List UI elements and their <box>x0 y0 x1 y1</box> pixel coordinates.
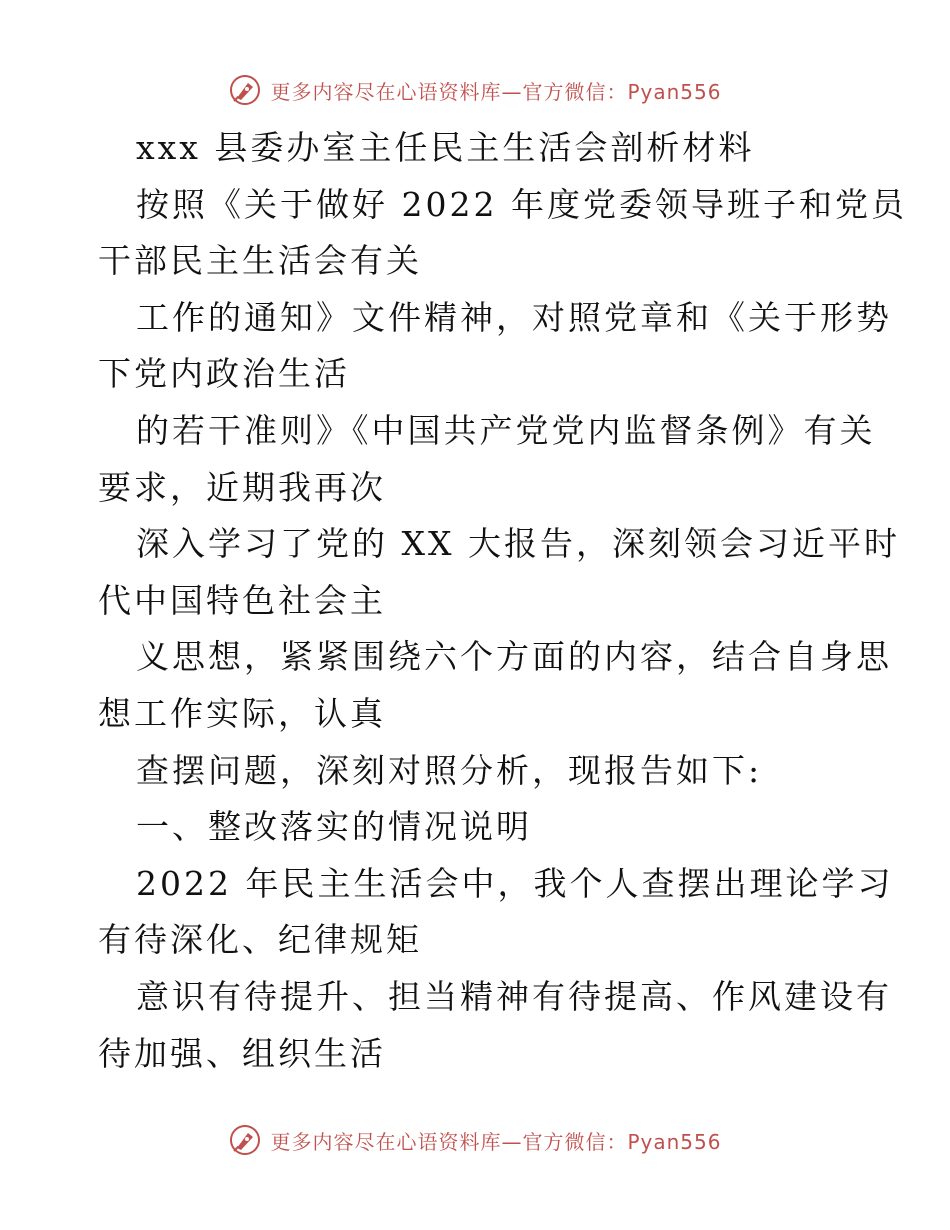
paragraph-line: 有待深化、纪律规矩 <box>98 920 422 960</box>
paragraph-line: 想工作实际，认真 <box>98 693 386 733</box>
section-heading: 一、整改落实的情况说明 <box>136 807 532 847</box>
paragraph-line: 深入学习了党的 XX 大报告，深刻领会习近平时 <box>136 524 900 564</box>
paragraph-line: 代中国特色社会主 <box>98 580 386 620</box>
pen-nib-logo-icon <box>228 1123 262 1157</box>
paragraph-line: 2022 年民主生活会中，我个人查摆出理论学习 <box>136 863 894 903</box>
paragraph-line: 工作的通知》文件精神，对照党章和《关于形势 <box>136 297 892 337</box>
header-banner <box>0 70 950 110</box>
document-title: xxx 县委办室主任民主生活会剖析材料 <box>136 128 755 167</box>
paragraph-line: 义思想，紧紧围绕六个方面的内容，结合自身思 <box>136 637 892 677</box>
header-banner-text[interactable]: 更多内容尽在心语资料库—官方微信：Pyan556 <box>270 79 722 104</box>
document-body <box>98 120 907 1082</box>
paragraph-line: 下党内政治生活 <box>98 354 350 394</box>
footer-banner-text[interactable]: 更多内容尽在心语资料库—官方微信：Pyan556 <box>270 1129 722 1154</box>
paragraph-line: 按照《关于做好 2022 年度党委领导班子和党员 <box>136 184 907 224</box>
paragraph-line: 干部民主生活会有关 <box>98 241 422 281</box>
paragraph-line: 的若干准则》《中国共产党党内监督条例》有关 <box>136 410 876 450</box>
footer-banner <box>0 1120 950 1160</box>
paragraph-line: 待加强、组织生活 <box>98 1033 386 1073</box>
paragraph-line: 要求，近期我再次 <box>98 467 386 507</box>
paragraph-line: 意识有待提升、担当精神有待提高、作风建设有 <box>136 976 892 1016</box>
pen-nib-logo-icon <box>228 73 262 107</box>
paragraph-line: 查摆问题，深刻对照分析，现报告如下: <box>136 750 763 790</box>
